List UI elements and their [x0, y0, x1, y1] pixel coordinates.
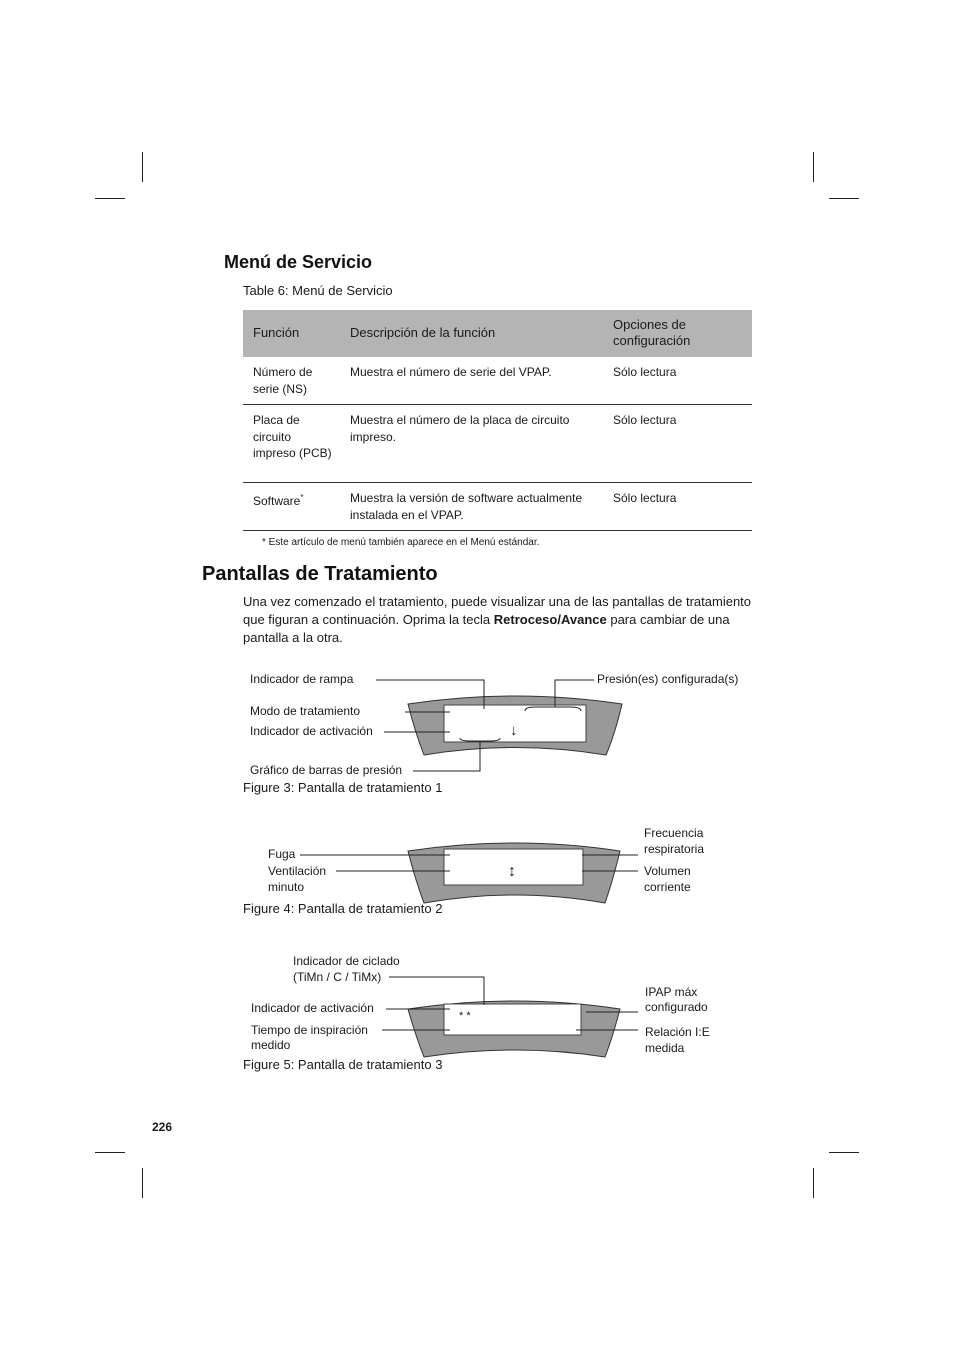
section-title: Pantallas de Tratamiento	[202, 563, 438, 585]
leak-label: Fuga	[268, 847, 296, 861]
paragraph-text: Una vez comenzado el tratamiento, puede visualizar una de las pantallas de tratamiento que figuran a continuación. Oprima la tecla	[243, 594, 752, 627]
function-cell: Software	[253, 494, 301, 508]
function-cell: Número de serie (NS)	[253, 365, 313, 396]
footnote-marker: *	[300, 493, 304, 502]
trigger-indicator-label: Indicador de activación	[250, 724, 373, 738]
options-cell: Sólo lectura	[613, 491, 677, 505]
trigger-indicator-label: Indicador de activación	[251, 1001, 374, 1015]
ipap-max-label: IPAP máx	[645, 985, 698, 999]
ipap-max-label: configurado	[645, 1000, 708, 1014]
inspiration-time-label: medido	[251, 1038, 291, 1052]
key-name: Retroceso/Avance	[493, 612, 607, 627]
figure-caption: Figure 5: Pantalla de tratamiento 3	[243, 1057, 443, 1072]
asterisk-symbols: * *	[459, 1010, 471, 1022]
options-cell: Sólo lectura	[613, 413, 677, 427]
respiratory-rate-label: respiratoria	[644, 842, 705, 856]
figure-caption: Figure 3: Pantalla de tratamiento 1	[243, 780, 443, 795]
table-footnote: * Este artículo de menú también aparece en el Menú estándar.	[262, 537, 540, 548]
table-caption: Table 6: Menú de Servicio	[243, 283, 393, 298]
inspiration-time-label: Tiempo de inspiración	[251, 1023, 368, 1037]
column-header: Opciones de configuración	[603, 310, 752, 357]
column-header: Función	[243, 310, 340, 357]
section-title: Menú de Servicio	[224, 252, 373, 272]
ie-ratio-label: medida	[645, 1041, 685, 1055]
tidal-volume-label: corriente	[644, 880, 691, 894]
function-cell: Placa de circuito impreso (PCB)	[253, 413, 332, 460]
figure-caption: Figure 4: Pantalla de tratamiento 2	[243, 901, 443, 916]
cycle-indicator-label: (TiMn / C / TiMx)	[293, 970, 382, 984]
cycle-indicator-label: Indicador de ciclado	[293, 954, 400, 968]
paragraph-text: para cambiar de una pantalla a la otra.	[243, 612, 730, 645]
treatment-mode-label: Modo de tratamiento	[250, 704, 361, 718]
column-header: Descripción de la función	[340, 310, 603, 357]
set-pressures-label: Presión(es) configurada(s)	[597, 672, 739, 686]
pressure-bar-graph-label: Gráfico de barras de presión	[250, 763, 403, 777]
description-cell: Muestra la versión de software actualmente instalada en el VPAP.	[350, 491, 583, 522]
minute-ventilation-label: minuto	[268, 880, 305, 894]
ramp-indicator-label: Indicador de rampa	[250, 672, 354, 686]
updown-arrow-icon: ↕	[508, 863, 516, 880]
ie-ratio-label: Relación I:E	[645, 1025, 710, 1039]
options-cell: Sólo lectura	[613, 365, 677, 379]
description-cell: Muestra el número de serie del VPAP.	[350, 365, 552, 379]
tidal-volume-label: Volumen	[644, 864, 691, 878]
respiratory-rate-label: Frecuencia	[644, 826, 704, 840]
page-number: 226	[152, 1120, 173, 1134]
trigger-arrow-icon: ↓	[510, 722, 518, 739]
description-cell: Muestra el número de la placa de circuito impreso.	[350, 413, 570, 444]
minute-ventilation-label: Ventilación	[268, 864, 327, 878]
